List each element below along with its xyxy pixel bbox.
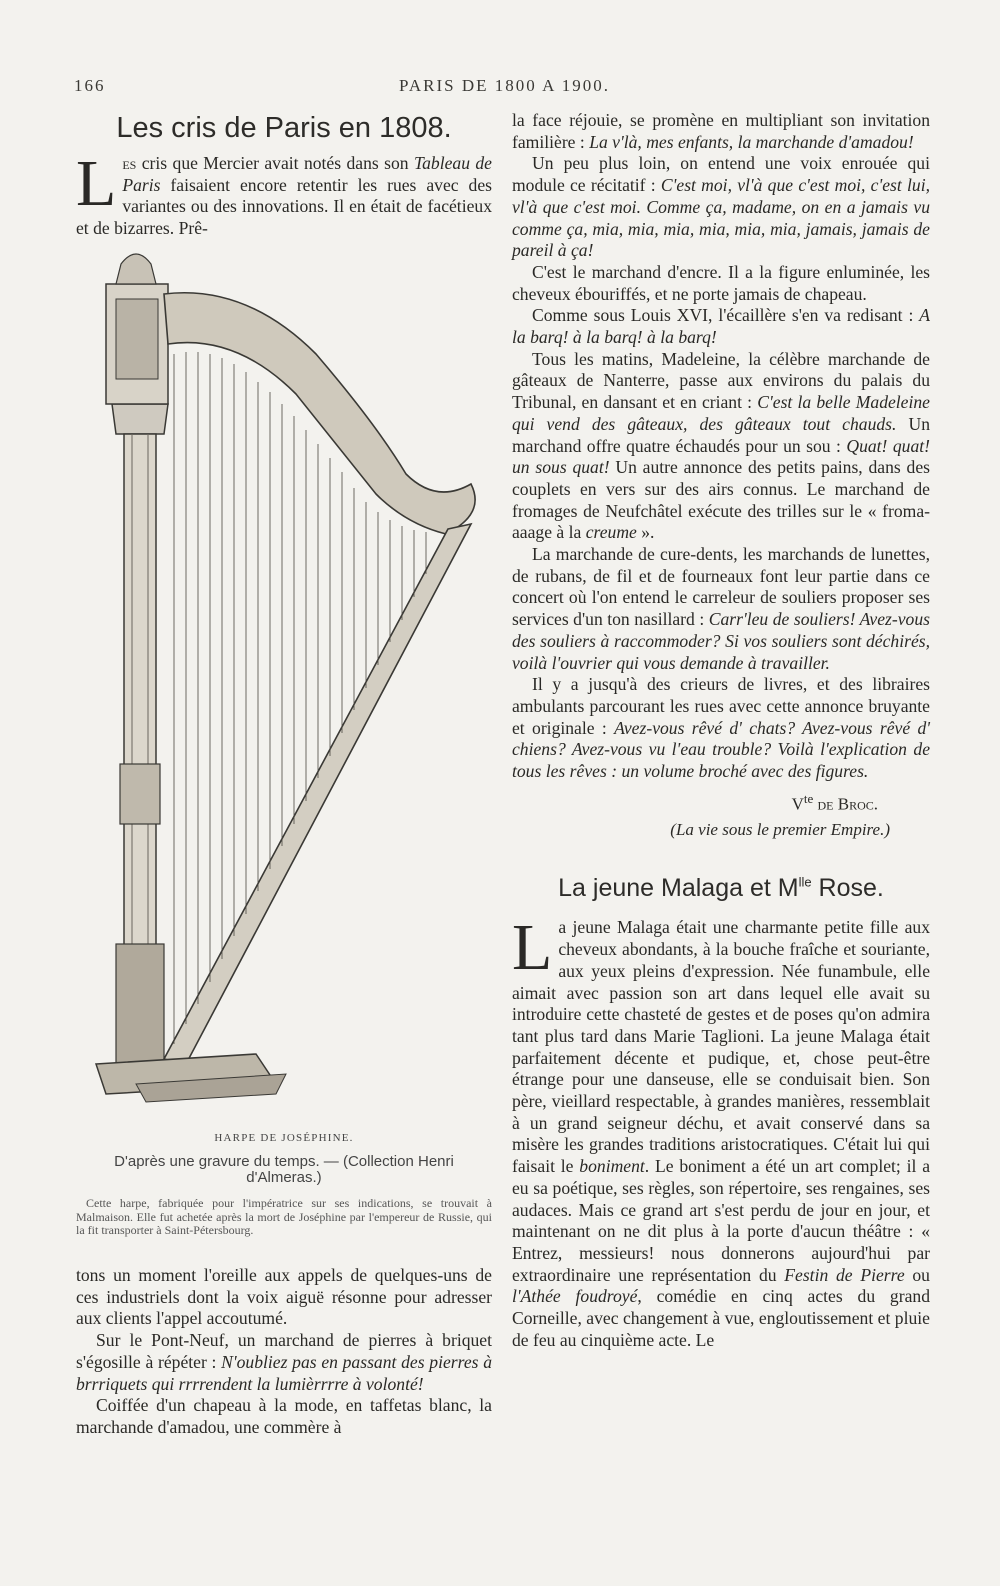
article-title: Les cris de Paris en 1808.: [116, 112, 452, 144]
author-signature: $V^{te}$ de Broc.: [791, 790, 878, 814]
paragraph: Sur le Pont-Neuf, un marchand de pierres à briquet s'égosille à répéter : N'oubliez pas en passant des pierres à brrriquets qui rrrrendent la lumièrrrre à volonté!: [76, 1330, 492, 1394]
drop-cap: L: [76, 147, 117, 220]
paragraph: Tous les matins, Madeleine, la célèbre marchande de gâteaux de Nanterre, passe aux environs du palais du Tribunal, en dansant et en criant : C'est la belle Madeleine qui vend des gâteaux, des gâteaux tout chauds. Un marchand offre quatre échaudés pour un sou : Quat! quat! un sous quat! Un autre annonce des petits pains, dans des couplets en vers sur des airs connus. Le marchand de fromages de Neufchâtel exécute des trilles sur le « froma-aaage à la creume ».: [512, 348, 930, 543]
article2-paragraph: La jeune Malaga était une charmante petite fille aux cheveux abondants, à la bouche fraîche et souriante, aux yeux pleins d'expression. Née funambule, elle aimait avec passion son art dans lequel elle avait su introduire cette chasteté de gestes et de poses qu'on admira tant plus tard dans Marie Taglioni. La jeune Malaga était parfaitement décente et pudique, et, chose peut-être étrange pour une danseuse, elle se conduisait bien. Son père, vieillard respectable, à grandes manières, ressemblait à un grand seigneur déchu, et avait conservé dans sa misère les grandes traditions aristocratiques. C'était lui qui faisait le boniment. Le boniment a été un art complet; il a eu sa poétique, ses règles, son répertoire, ses rengaines, ses audaces. Mais ce grand art s'est perdu de jour en jour, et maintenant on ne dit plus à la porte d'aucun théâtre : « Entrez, messieurs! nous donnerons aujourd'hui par extraordinaire une représentation du Festin de Pierre ou l'Athée foudroyé, comédie en cinq actes du grand Corneille, avec changement à vue, engloutissement et pluie de feu au cinquième acte. Le: [512, 911, 931, 1350]
left-column-lower: [76, 1265, 492, 1439]
source-citation: (La vie sous le premier Empire.): [670, 820, 890, 840]
article-title-2: La jeune Malaga et $M^{lle}$ Rose.: [558, 874, 884, 903]
page-number: 166: [74, 76, 106, 95]
paragraph: C'est le marchand d'encre. Il a la figure enluminée, les cheveux ébouriffés, et ne porte jamais de chapeau.: [512, 261, 930, 304]
running-title: PARIS DE 1800 A 1900.: [399, 76, 610, 95]
figure-caption-title: HARPE DE JOSÉPHINE.: [214, 1132, 354, 1144]
paragraph: Comme sous Louis XVI, l'écaillère s'en va redisant : A la barq! à la barq! à la barq!: [512, 305, 930, 348]
paragraph: Un peu plus loin, on entend une voix enrouée qui module ce récitatif : C'est moi, vl'à que c'est moi, c'est lui, vl'à que c'est moi. Comme ça, madame, on en a jamais vu comme ça, mia, mia, mia, mia, mia, mia, jamais, jamais de pareil à ça!: [512, 153, 930, 261]
paragraph: tons un moment l'oreille aux appels de quelques-uns de ces industriels dont la voix aiguë résonne pour adresser aux clients l'appel accoutumé.: [76, 1265, 492, 1329]
harp-engraving-image: [76, 244, 492, 1119]
article-intro: Les cris que Mercier avait notés dans son Tableau de Paris faisaient encore retentir les rues avec des variantes ou des innovations. Il en était de facétieux et de bizarres. Prê-: [76, 147, 492, 239]
figure-caption-source: D'après une gravure du temps. — (Collection Henri d'Almeras.): [114, 1153, 454, 1186]
paragraph: Il y a jusqu'à des crieurs de livres, et des libraires ambulants parcourant les rues avec cette annonce bruyante et originale : Avez-vous rêvé d' chats? Avez-vous rêvé d' chiens? Avez-vous vu l'eau trouble? Voilà l'explication de tous les rêves : un volume broché avec des figures.: [512, 674, 931, 782]
paragraph: Coiffée d'un chapeau à la mode, en taffetas blanc, la marchande d'amadou, une commère à: [76, 1395, 492, 1437]
paragraph: La marchande de cure-dents, les marchands de lunettes, de rubans, de fil et de fourneaux font leur partie dans ce concert où l'on entend le carreleur de souliers proposer ses services d'un ton nasillard : Carr'leu de souliers! Avez-vous des souliers à raccommoder? Si vos souliers sont déchirés, voilà l'ouvrier qui vous demande à travailler.: [512, 544, 930, 673]
harp-illustration: [76, 244, 492, 1129]
drop-cap: L: [512, 911, 553, 985]
left-column: [76, 110, 492, 1129]
paragraph: la face réjouie, se promène en multipliant son invitation familière : La v'là, mes enfants, la marchande d'amadou!: [512, 110, 930, 152]
figure-caption-note: Cette harpe, fabriquée pour l'impératrice sur ses indications, se trouvait à Malmaison. Elle fut achetée après la mort de Joséphine par l'empereur de Russie, qui la fit transporter à Saint-Pétersbourg.: [76, 1196, 492, 1237]
right-column: [512, 110, 930, 1352]
